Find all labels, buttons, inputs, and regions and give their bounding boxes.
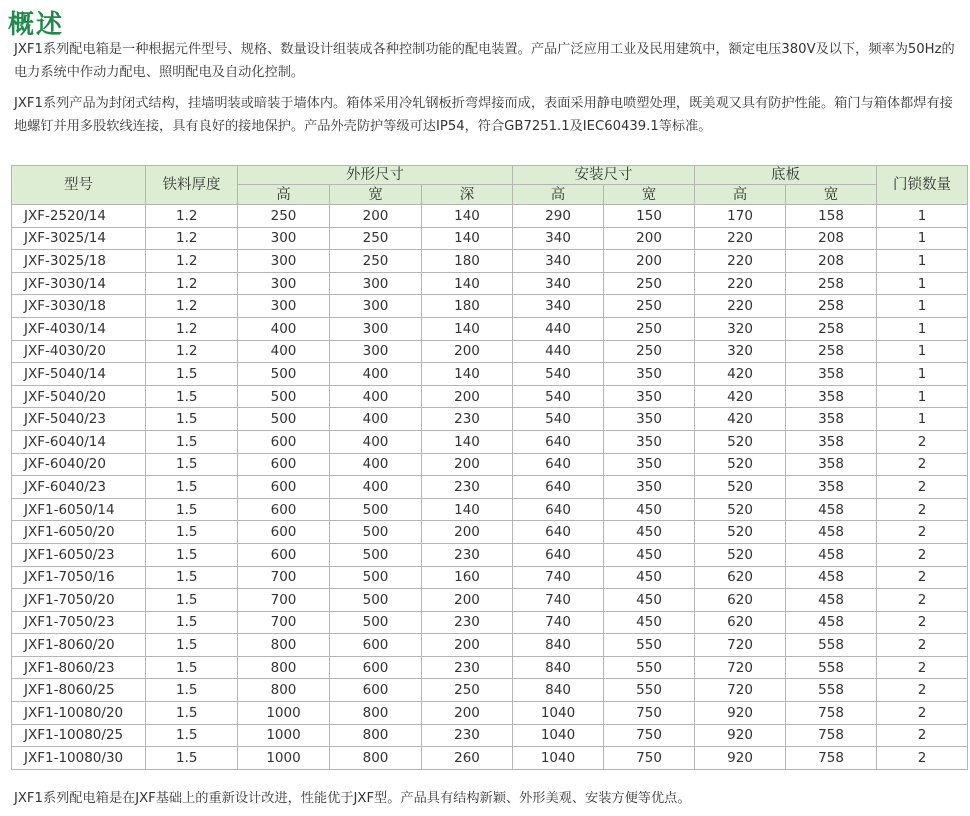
- cell-outer-wide: 400: [330, 453, 422, 476]
- table-row: [12, 227, 968, 250]
- cell-outer-wide: 300: [330, 340, 422, 363]
- cell-outer-high: 600: [238, 476, 330, 499]
- cell-outer-wide: 250: [330, 227, 422, 250]
- cell-base-wide: 758: [786, 702, 877, 725]
- table-row: [12, 611, 968, 634]
- cell-base-wide: 258: [786, 272, 877, 295]
- cell-outer-high: 500: [238, 385, 330, 408]
- cell-base-wide: 208: [786, 250, 877, 273]
- cell-outer-wide: 800: [330, 724, 422, 747]
- cell-outer-high: 600: [238, 543, 330, 566]
- cell-outer-wide: 800: [330, 747, 422, 770]
- cell-base-wide: 358: [786, 408, 877, 431]
- cell-outer-high: 800: [238, 656, 330, 679]
- cell-outer-deep: 230: [422, 543, 513, 566]
- cell-lock-count: 1: [877, 317, 968, 340]
- cell-thickness: 1.2: [146, 272, 238, 295]
- header-install-high: 高: [513, 185, 604, 205]
- table-row: [12, 702, 968, 725]
- cell-outer-high: 700: [238, 589, 330, 612]
- cell-install-wide: 750: [604, 747, 695, 770]
- cell-model: JXF-2520/14: [12, 205, 146, 228]
- cell-install-high: 290: [513, 205, 604, 228]
- cell-outer-deep: 160: [422, 566, 513, 589]
- table-body: [12, 205, 968, 770]
- cell-outer-high: 600: [238, 498, 330, 521]
- cell-base-high: 720: [695, 679, 786, 702]
- cell-base-wide: 358: [786, 453, 877, 476]
- header-outer-size: 外形尺寸: [238, 166, 513, 185]
- cell-outer-high: 300: [238, 272, 330, 295]
- cell-model: JXF-4030/14: [12, 317, 146, 340]
- cell-thickness: 1.2: [146, 250, 238, 273]
- intro-paragraph-1: JXF1系列配电箱是一种根据元件型号、规格、数量设计组装成各种控制功能的配电装置。产品广泛应用工业及民用建筑中，额定电压380V及以下，频率为50Hz的电力系统中作动力配电、照明配电及自动化控制。: [14, 42, 955, 80]
- cell-lock-count: 2: [877, 453, 968, 476]
- cell-base-high: 420: [695, 363, 786, 386]
- table-row: [12, 476, 968, 499]
- cell-model: JXF1-10080/30: [12, 747, 146, 770]
- cell-thickness: 1.5: [146, 747, 238, 770]
- cell-base-wide: 358: [786, 385, 877, 408]
- cell-model: JXF1-8060/23: [12, 656, 146, 679]
- cell-base-high: 620: [695, 611, 786, 634]
- header-base-high: 高: [695, 185, 786, 205]
- cell-model: JXF-6040/23: [12, 476, 146, 499]
- cell-outer-high: 300: [238, 250, 330, 273]
- cell-outer-deep: 140: [422, 227, 513, 250]
- cell-outer-high: 700: [238, 611, 330, 634]
- cell-install-wide: 250: [604, 317, 695, 340]
- cell-outer-deep: 180: [422, 295, 513, 318]
- table-row: [12, 408, 968, 431]
- cell-model: JXF1-10080/25: [12, 724, 146, 747]
- cell-thickness: 1.2: [146, 340, 238, 363]
- cell-lock-count: 1: [877, 385, 968, 408]
- cell-base-wide: 458: [786, 543, 877, 566]
- cell-lock-count: 1: [877, 363, 968, 386]
- cell-install-wide: 750: [604, 724, 695, 747]
- cell-outer-deep: 140: [422, 205, 513, 228]
- cell-base-wide: 258: [786, 295, 877, 318]
- table-row: [12, 340, 968, 363]
- table-row: [12, 385, 968, 408]
- table-row: [12, 566, 968, 589]
- cell-base-wide: 558: [786, 634, 877, 657]
- cell-thickness: 1.5: [146, 476, 238, 499]
- cell-base-high: 170: [695, 205, 786, 228]
- cell-outer-wide: 400: [330, 430, 422, 453]
- cell-outer-wide: 500: [330, 498, 422, 521]
- cell-lock-count: 2: [877, 679, 968, 702]
- cell-model: JXF-5040/14: [12, 363, 146, 386]
- cell-outer-wide: 200: [330, 205, 422, 228]
- cell-install-high: 340: [513, 250, 604, 273]
- cell-base-wide: 458: [786, 498, 877, 521]
- table-row: [12, 205, 968, 228]
- cell-thickness: 1.5: [146, 363, 238, 386]
- cell-outer-deep: 200: [422, 385, 513, 408]
- header-model: 型号: [12, 166, 146, 205]
- cell-install-high: 1040: [513, 747, 604, 770]
- cell-outer-deep: 140: [422, 430, 513, 453]
- cell-install-high: 440: [513, 340, 604, 363]
- cell-install-high: 540: [513, 385, 604, 408]
- cell-outer-wide: 600: [330, 634, 422, 657]
- spec-table: [11, 165, 968, 770]
- cell-lock-count: 2: [877, 498, 968, 521]
- cell-base-high: 320: [695, 317, 786, 340]
- intro-paragraph-2: JXF1系列产品为封闭式结构，挂墙明装或暗装于墙体内。箱体采用冷轧钢板折弯焊接而成，表面采用静电喷塑处理，既美观又具有防护性能。箱门与箱体都焊有接地螺钉并用多股软线连接，具有良好的接地保护。产品外壳防护等级可达IP54，符合GB7251.1及IEC60439.1等标准。: [14, 96, 953, 134]
- cell-outer-deep: 230: [422, 611, 513, 634]
- cell-base-high: 620: [695, 566, 786, 589]
- cell-lock-count: 1: [877, 408, 968, 431]
- cell-outer-deep: 200: [422, 521, 513, 544]
- cell-lock-count: 2: [877, 589, 968, 612]
- cell-lock-count: 2: [877, 430, 968, 453]
- cell-install-wide: 350: [604, 476, 695, 499]
- cell-base-high: 420: [695, 408, 786, 431]
- cell-thickness: 1.5: [146, 453, 238, 476]
- cell-thickness: 1.5: [146, 679, 238, 702]
- cell-base-high: 720: [695, 634, 786, 657]
- cell-install-wide: 350: [604, 453, 695, 476]
- cell-install-high: 640: [513, 430, 604, 453]
- cell-lock-count: 2: [877, 656, 968, 679]
- cell-outer-deep: 230: [422, 476, 513, 499]
- cell-outer-wide: 400: [330, 385, 422, 408]
- cell-lock-count: 2: [877, 747, 968, 770]
- cell-base-high: 920: [695, 724, 786, 747]
- cell-model: JXF1-10080/20: [12, 702, 146, 725]
- cell-install-wide: 350: [604, 408, 695, 431]
- table-row: [12, 634, 968, 657]
- cell-outer-deep: 230: [422, 408, 513, 431]
- cell-base-high: 220: [695, 227, 786, 250]
- cell-thickness: 1.5: [146, 589, 238, 612]
- cell-outer-deep: 250: [422, 679, 513, 702]
- header-outer-high: 高: [238, 185, 330, 205]
- cell-lock-count: 2: [877, 476, 968, 499]
- table-row: [12, 498, 968, 521]
- cell-outer-high: 300: [238, 227, 330, 250]
- cell-install-wide: 350: [604, 430, 695, 453]
- cell-install-high: 340: [513, 227, 604, 250]
- cell-base-high: 320: [695, 340, 786, 363]
- cell-thickness: 1.5: [146, 611, 238, 634]
- cell-thickness: 1.5: [146, 430, 238, 453]
- cell-outer-wide: 500: [330, 589, 422, 612]
- cell-base-wide: 458: [786, 521, 877, 544]
- table-row: [12, 453, 968, 476]
- header-lock-count: 门锁数量: [877, 166, 968, 205]
- header-base-wide: 宽: [786, 185, 877, 205]
- cell-lock-count: 1: [877, 340, 968, 363]
- cell-install-wide: 250: [604, 272, 695, 295]
- cell-outer-deep: 140: [422, 317, 513, 340]
- cell-install-high: 340: [513, 295, 604, 318]
- cell-base-high: 220: [695, 250, 786, 273]
- cell-install-wide: 450: [604, 589, 695, 612]
- cell-install-high: 840: [513, 679, 604, 702]
- cell-model: JXF1-6050/14: [12, 498, 146, 521]
- cell-model: JXF-5040/23: [12, 408, 146, 431]
- header-install-size: 安装尺寸: [513, 166, 695, 185]
- cell-base-high: 520: [695, 476, 786, 499]
- table-row: [12, 521, 968, 544]
- cell-model: JXF-3025/18: [12, 250, 146, 273]
- table-row: [12, 295, 968, 318]
- cell-outer-high: 800: [238, 634, 330, 657]
- cell-outer-high: 600: [238, 430, 330, 453]
- cell-outer-wide: 250: [330, 250, 422, 273]
- cell-thickness: 1.5: [146, 498, 238, 521]
- table-row: [12, 363, 968, 386]
- table-row: [12, 679, 968, 702]
- cell-install-high: 540: [513, 408, 604, 431]
- cell-install-wide: 200: [604, 250, 695, 273]
- cell-base-wide: 258: [786, 317, 877, 340]
- cell-install-high: 840: [513, 634, 604, 657]
- cell-base-wide: 358: [786, 430, 877, 453]
- cell-outer-high: 600: [238, 521, 330, 544]
- cell-install-high: 740: [513, 566, 604, 589]
- cell-model: JXF1-8060/25: [12, 679, 146, 702]
- cell-model: JXF1-6050/23: [12, 543, 146, 566]
- table-row: [12, 317, 968, 340]
- cell-outer-wide: 800: [330, 702, 422, 725]
- cell-install-wide: 450: [604, 611, 695, 634]
- cell-outer-high: 1000: [238, 702, 330, 725]
- cell-outer-high: 500: [238, 408, 330, 431]
- header-outer-deep: 深: [422, 185, 513, 205]
- cell-thickness: 1.5: [146, 385, 238, 408]
- cell-install-high: 1040: [513, 724, 604, 747]
- cell-base-wide: 758: [786, 747, 877, 770]
- table-row: [12, 724, 968, 747]
- cell-model: JXF-6040/20: [12, 453, 146, 476]
- cell-outer-deep: 260: [422, 747, 513, 770]
- cell-thickness: 1.5: [146, 543, 238, 566]
- cell-outer-high: 1000: [238, 747, 330, 770]
- cell-install-wide: 450: [604, 566, 695, 589]
- cell-model: JXF1-7050/20: [12, 589, 146, 612]
- cell-thickness: 1.5: [146, 408, 238, 431]
- cell-model: JXF-3025/14: [12, 227, 146, 250]
- cell-model: JXF1-8060/20: [12, 634, 146, 657]
- cell-outer-wide: 400: [330, 363, 422, 386]
- cell-install-wide: 250: [604, 340, 695, 363]
- cell-install-wide: 450: [604, 543, 695, 566]
- cell-base-wide: 258: [786, 340, 877, 363]
- cell-outer-high: 300: [238, 295, 330, 318]
- cell-outer-deep: 140: [422, 498, 513, 521]
- cell-base-wide: 208: [786, 227, 877, 250]
- cell-thickness: 1.5: [146, 521, 238, 544]
- header-outer-wide: 宽: [330, 185, 422, 205]
- cell-outer-wide: 600: [330, 679, 422, 702]
- cell-lock-count: 2: [877, 634, 968, 657]
- cell-outer-wide: 400: [330, 408, 422, 431]
- cell-base-high: 220: [695, 295, 786, 318]
- table-row: [12, 543, 968, 566]
- table-row: [12, 656, 968, 679]
- cell-thickness: 1.2: [146, 295, 238, 318]
- cell-thickness: 1.5: [146, 634, 238, 657]
- table-row: [12, 430, 968, 453]
- cell-install-high: 740: [513, 589, 604, 612]
- cell-thickness: 1.5: [146, 702, 238, 725]
- cell-model: JXF-5040/20: [12, 385, 146, 408]
- cell-outer-wide: 500: [330, 521, 422, 544]
- cell-outer-wide: 300: [330, 272, 422, 295]
- cell-outer-wide: 600: [330, 656, 422, 679]
- cell-outer-high: 400: [238, 340, 330, 363]
- cell-lock-count: 2: [877, 702, 968, 725]
- page-title: 概述: [8, 10, 65, 40]
- cell-install-wide: 150: [604, 205, 695, 228]
- cell-lock-count: 1: [877, 205, 968, 228]
- cell-thickness: 1.5: [146, 656, 238, 679]
- cell-outer-deep: 200: [422, 702, 513, 725]
- table-row: [12, 272, 968, 295]
- cell-outer-wide: 300: [330, 295, 422, 318]
- cell-lock-count: 2: [877, 521, 968, 544]
- cell-model: JXF-4030/20: [12, 340, 146, 363]
- cell-model: JXF1-6050/20: [12, 521, 146, 544]
- table-row: [12, 250, 968, 273]
- cell-base-high: 520: [695, 430, 786, 453]
- cell-base-wide: 558: [786, 679, 877, 702]
- cell-install-high: 440: [513, 317, 604, 340]
- cell-base-high: 620: [695, 589, 786, 612]
- footer-note: JXF1系列配电箱是在JXF基础上的重新设计改进，性能优于JXF型。产品具有结构新颖、外形美观、安装方便等优点。: [14, 791, 691, 806]
- cell-outer-deep: 200: [422, 340, 513, 363]
- cell-base-wide: 458: [786, 611, 877, 634]
- cell-install-high: 640: [513, 521, 604, 544]
- cell-lock-count: 2: [877, 566, 968, 589]
- cell-install-high: 1040: [513, 702, 604, 725]
- cell-model: JXF-3030/14: [12, 272, 146, 295]
- cell-outer-high: 1000: [238, 724, 330, 747]
- cell-outer-wide: 300: [330, 317, 422, 340]
- table-row: [12, 747, 968, 770]
- cell-install-high: 340: [513, 272, 604, 295]
- cell-base-wide: 158: [786, 205, 877, 228]
- cell-thickness: 1.2: [146, 317, 238, 340]
- header-thickness: 铁料厚度: [146, 166, 238, 205]
- cell-base-high: 720: [695, 656, 786, 679]
- cell-install-wide: 450: [604, 498, 695, 521]
- cell-lock-count: 2: [877, 543, 968, 566]
- cell-install-high: 740: [513, 611, 604, 634]
- cell-install-high: 640: [513, 476, 604, 499]
- cell-base-high: 520: [695, 453, 786, 476]
- cell-base-wide: 358: [786, 363, 877, 386]
- cell-outer-high: 500: [238, 363, 330, 386]
- table-row: [12, 589, 968, 612]
- cell-model: JXF1-7050/16: [12, 566, 146, 589]
- cell-outer-deep: 200: [422, 589, 513, 612]
- cell-base-high: 520: [695, 543, 786, 566]
- cell-install-high: 640: [513, 543, 604, 566]
- cell-install-wide: 350: [604, 363, 695, 386]
- cell-outer-high: 400: [238, 317, 330, 340]
- cell-base-wide: 358: [786, 476, 877, 499]
- cell-base-wide: 558: [786, 656, 877, 679]
- cell-install-wide: 750: [604, 702, 695, 725]
- cell-install-wide: 450: [604, 521, 695, 544]
- cell-outer-deep: 140: [422, 363, 513, 386]
- cell-lock-count: 2: [877, 611, 968, 634]
- cell-thickness: 1.2: [146, 205, 238, 228]
- cell-base-high: 420: [695, 385, 786, 408]
- cell-outer-high: 600: [238, 453, 330, 476]
- cell-base-wide: 758: [786, 724, 877, 747]
- cell-outer-high: 700: [238, 566, 330, 589]
- cell-lock-count: 1: [877, 272, 968, 295]
- cell-outer-high: 250: [238, 205, 330, 228]
- cell-install-high: 540: [513, 363, 604, 386]
- cell-lock-count: 1: [877, 295, 968, 318]
- cell-outer-wide: 500: [330, 611, 422, 634]
- cell-lock-count: 1: [877, 250, 968, 273]
- cell-install-high: 640: [513, 498, 604, 521]
- cell-outer-wide: 500: [330, 566, 422, 589]
- cell-install-wide: 550: [604, 634, 695, 657]
- cell-install-high: 840: [513, 656, 604, 679]
- cell-outer-wide: 400: [330, 476, 422, 499]
- cell-outer-deep: 180: [422, 250, 513, 273]
- cell-thickness: 1.5: [146, 566, 238, 589]
- cell-outer-deep: 200: [422, 634, 513, 657]
- cell-base-high: 920: [695, 702, 786, 725]
- cell-install-high: 640: [513, 453, 604, 476]
- cell-lock-count: 2: [877, 724, 968, 747]
- header-base-plate: 底板: [695, 166, 877, 185]
- cell-outer-deep: 230: [422, 724, 513, 747]
- cell-base-wide: 458: [786, 589, 877, 612]
- header-install-wide: 宽: [604, 185, 695, 205]
- cell-install-wide: 200: [604, 227, 695, 250]
- cell-outer-deep: 230: [422, 656, 513, 679]
- cell-base-high: 520: [695, 498, 786, 521]
- cell-thickness: 1.2: [146, 227, 238, 250]
- cell-outer-deep: 200: [422, 453, 513, 476]
- cell-model: JXF1-7050/23: [12, 611, 146, 634]
- cell-model: JXF-3030/18: [12, 295, 146, 318]
- cell-install-wide: 250: [604, 295, 695, 318]
- cell-base-high: 520: [695, 521, 786, 544]
- cell-outer-high: 800: [238, 679, 330, 702]
- cell-install-wide: 550: [604, 679, 695, 702]
- cell-lock-count: 1: [877, 227, 968, 250]
- cell-outer-wide: 500: [330, 543, 422, 566]
- cell-base-wide: 458: [786, 566, 877, 589]
- cell-install-wide: 550: [604, 656, 695, 679]
- cell-outer-deep: 140: [422, 272, 513, 295]
- cell-thickness: 1.5: [146, 724, 238, 747]
- cell-model: JXF-6040/14: [12, 430, 146, 453]
- cell-base-high: 920: [695, 747, 786, 770]
- cell-base-high: 220: [695, 272, 786, 295]
- cell-install-wide: 350: [604, 385, 695, 408]
